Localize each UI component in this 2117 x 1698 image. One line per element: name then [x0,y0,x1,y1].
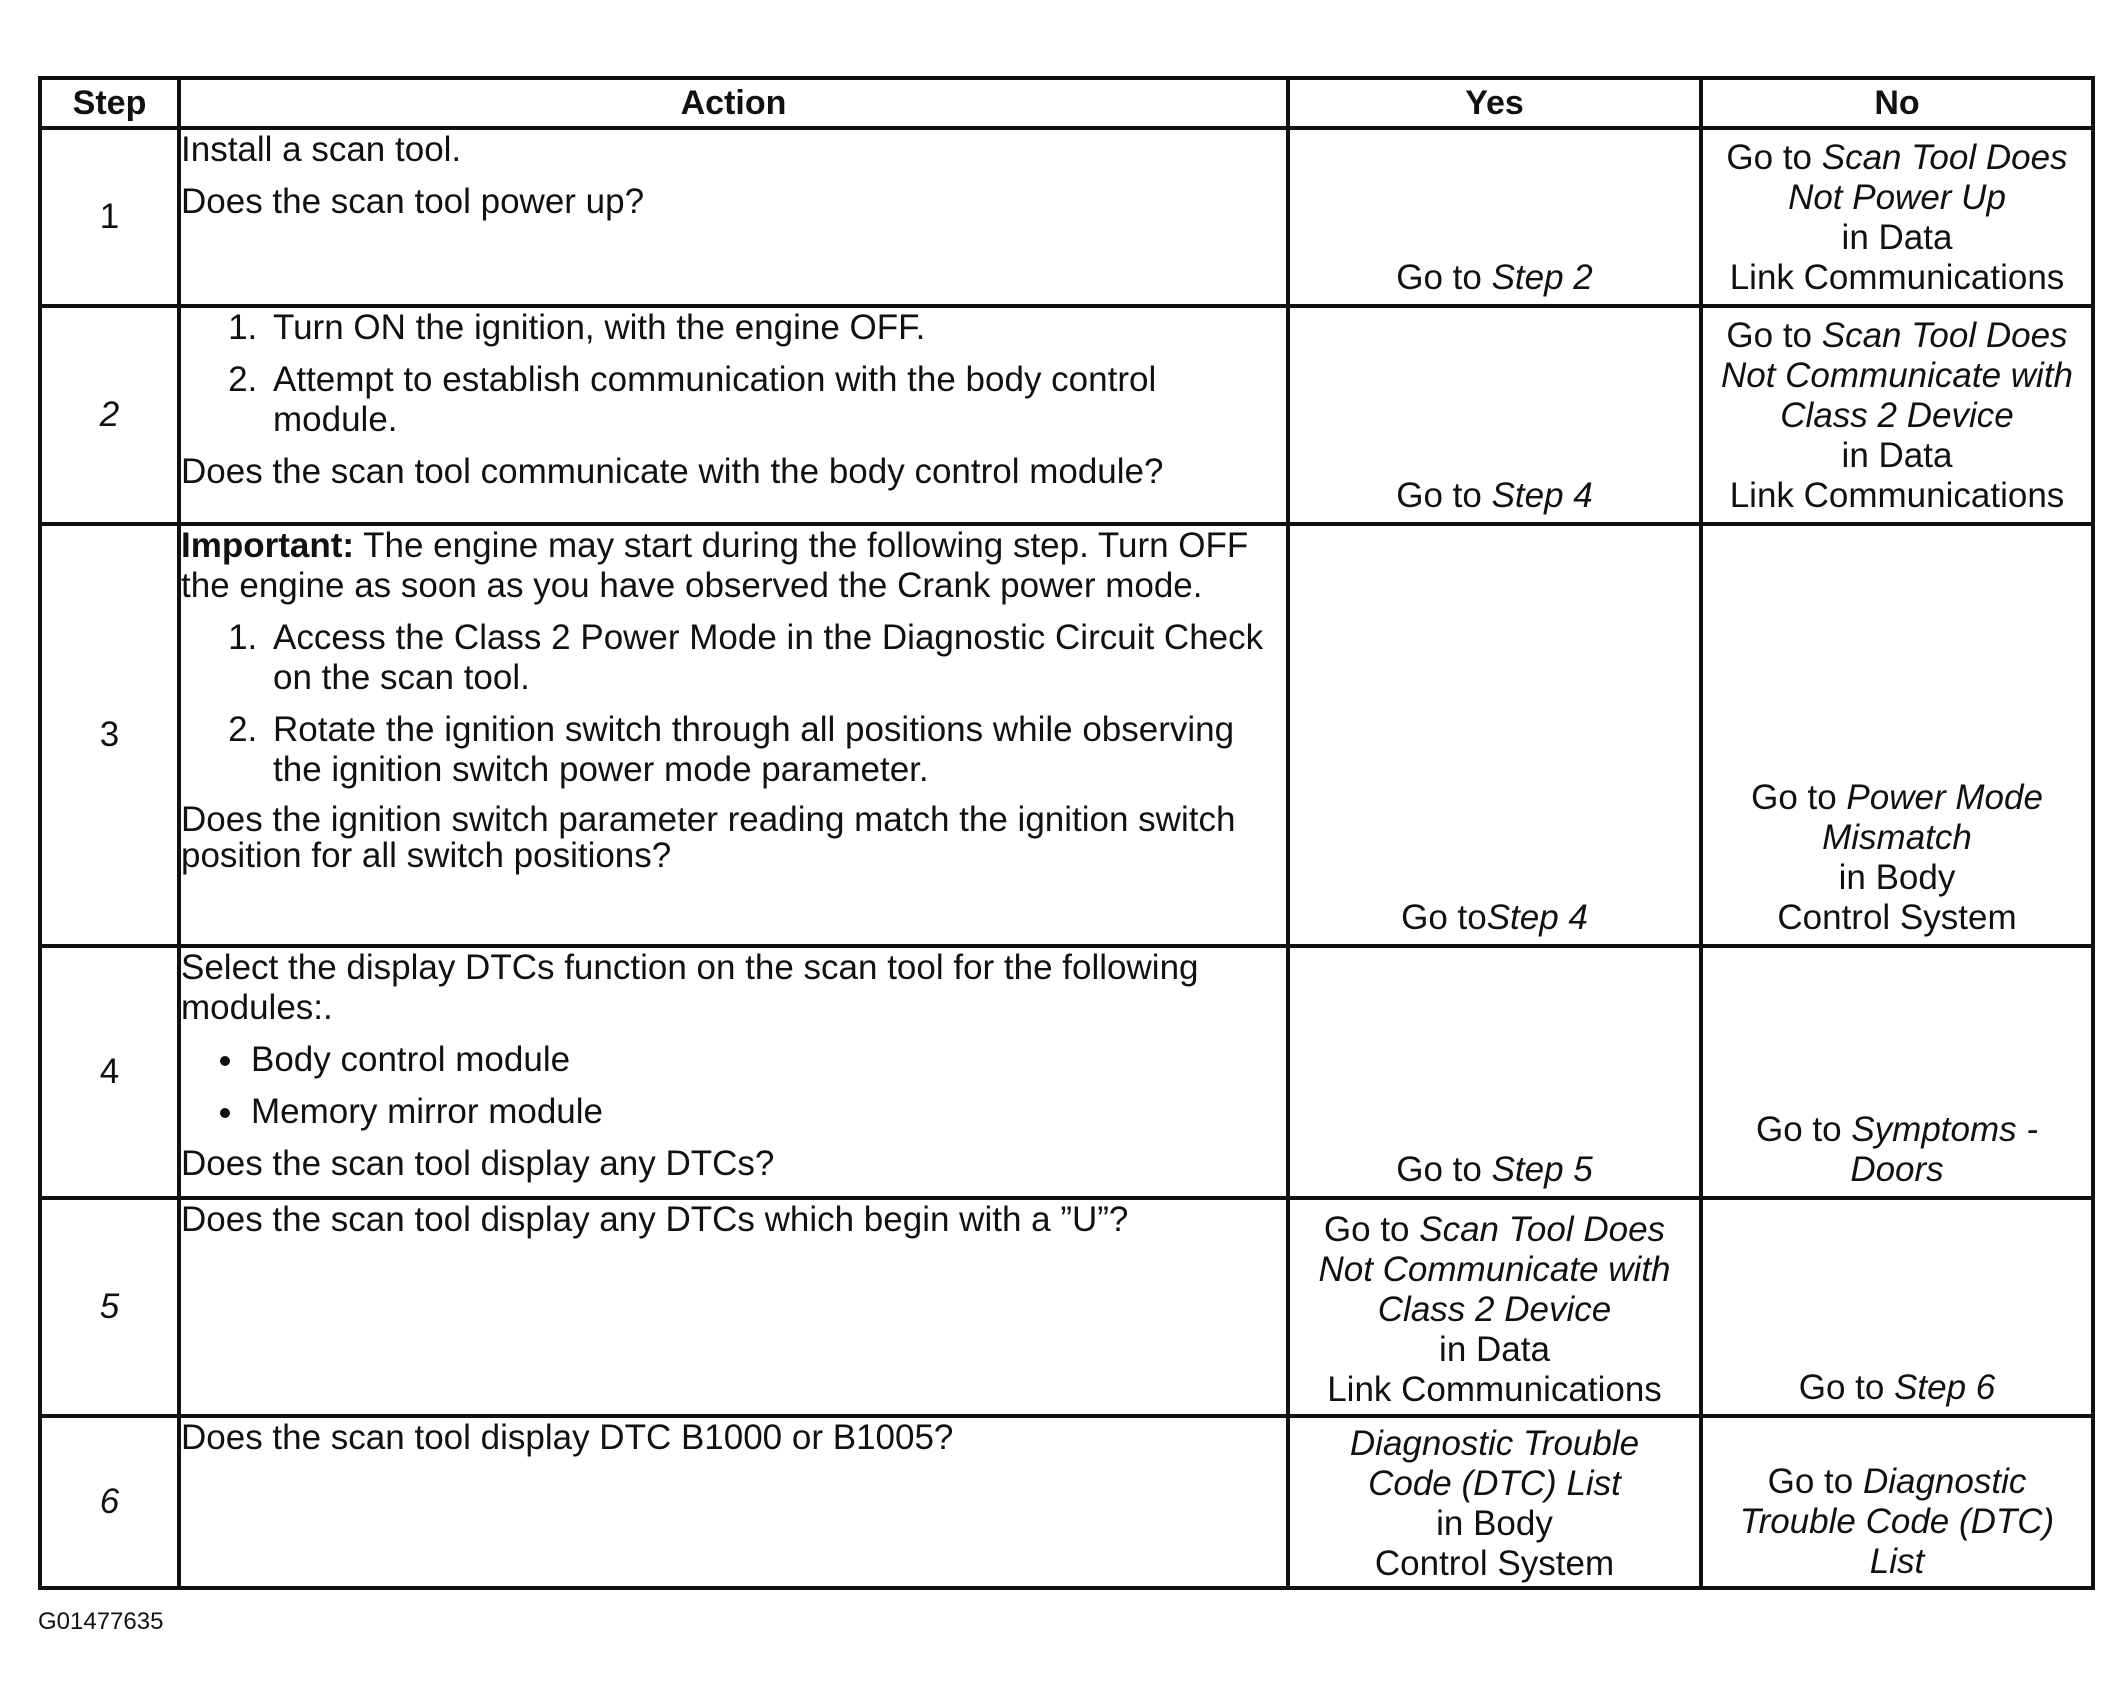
yes-cell [1288,1416,1701,1588]
no-link[interactable]: Doors [1850,1150,1944,1189]
no-prefix: Go to [1726,138,1822,177]
yes-cell [1288,946,1701,1198]
action-line: Install a scan tool. [181,130,462,169]
action-cell [179,1198,1288,1416]
action-cell [179,946,1288,1198]
no-link[interactable]: Scan Tool Does [1821,316,2068,355]
yes-cell [1288,524,1701,946]
no-suffix: Link Communications [1729,258,2065,297]
important-text: The engine may start during the following step. Turn OFF the engine as soon as you have observed the Crank power mode. [181,526,1249,605]
action-question: Does the ignition switch parameter reading match the ignition switch position for all switch positions? [181,800,1236,875]
step-number: 3 [40,524,179,946]
no-prefix: Go to [1755,1110,1852,1149]
action-cell [179,306,1288,524]
no-link[interactable]: Power Mode [1846,778,2043,817]
no-link[interactable]: Not Communicate with [1720,356,2074,395]
action-question: Does the scan tool display DTC B1000 or B1005? [181,1418,954,1457]
no-cell [1701,946,2093,1198]
action-cell [179,1416,1288,1588]
yes-suffix: in Data [1439,1330,1550,1369]
yes-step-link[interactable]: Step 2 [1491,258,1593,297]
yes-link[interactable]: Scan Tool Does [1419,1210,1666,1249]
action-steps [181,618,1286,790]
no-cell [1701,1416,2093,1588]
yes-prefix: Go to [1396,258,1492,297]
yes-suffix: Control System [1374,1544,1615,1583]
yes-prefix: Go to [1323,1210,1420,1249]
no-step-link[interactable]: Step 6 [1894,1368,1996,1407]
table-row [40,1198,2093,1416]
bullet-item: • Body control module [247,1040,1286,1080]
action-steps [181,308,1286,440]
action-step: 1. Turn ON the ignition, with the engine OFF. [267,308,1286,348]
action-question: Does the scan tool communicate with the body control module? [181,452,1164,491]
yes-link[interactable]: Not Communicate with [1318,1250,1671,1289]
table-row [40,946,2093,1198]
header-yes: Yes [1288,78,1701,128]
action-step: 2. Attempt to establish communication with the body control module. [267,360,1286,440]
step-number: 4 [40,946,179,1198]
action-question: Does the scan tool display any DTCs which begin with a ”U”? [181,1200,1129,1239]
figure-id: G01477635 [38,1608,164,1635]
yes-suffix: Link Communications [1327,1370,1662,1409]
no-suffix: Control System [1777,898,2017,937]
action-step: 2. Rotate the ignition switch through all positions while observing the ignition switch power mode parameter. [267,710,1286,790]
step-number: 2 [40,306,179,524]
no-suffix: in Body [1838,858,1956,897]
action-step: 1. Access the Class 2 Power Mode in the Diagnostic Circuit Check on the scan tool. [267,618,1286,698]
action-question: Does the scan tool display any DTCs? [181,1144,775,1183]
header-row [40,78,2093,128]
no-link[interactable]: Diagnostic [1862,1462,2027,1501]
action-intro: Select the display DTCs function on the scan tool for the following modules:. [181,948,1199,1027]
yes-step-link[interactable]: Step 4 [1491,476,1593,515]
step-number: 5 [40,1198,179,1416]
no-prefix: Go to [1726,316,1822,355]
no-prefix: Go to [1751,778,1847,817]
yes-suffix: in Body [1436,1504,1553,1543]
no-suffix: in Data [1841,218,1953,257]
table-row [40,524,2093,946]
no-prefix: Go to [1798,1368,1895,1407]
no-suffix: Link Communications [1729,476,2065,515]
no-cell [1701,306,2093,524]
yes-prefix: Go to [1401,898,1487,937]
yes-cell [1288,128,1701,306]
header-action: Action [179,78,1288,128]
no-link[interactable]: Class 2 Device [1780,396,2014,435]
no-link[interactable]: Symptoms - [1851,1110,2039,1149]
step-number: 1 [40,128,179,306]
yes-link[interactable]: Class 2 Device [1377,1290,1612,1329]
no-cell [1701,524,2093,946]
no-link[interactable]: Not Power Up [1788,178,2006,217]
action-cell [179,524,1288,946]
no-link[interactable]: Scan Tool Does [1821,138,2068,177]
yes-step-link[interactable]: Step 5 [1491,1150,1593,1189]
step-number: 6 [40,1416,179,1588]
header-step: Step [40,78,179,128]
yes-link[interactable]: Code (DTC) List [1368,1464,1621,1503]
no-cell [1701,1198,2093,1416]
yes-step-link[interactable]: Step 4 [1486,898,1588,937]
no-link[interactable]: Trouble Code (DTC) [1739,1502,2055,1541]
yes-cell [1288,1198,1701,1416]
yes-cell [1288,306,1701,524]
important-note [181,526,1286,606]
table-row [40,306,2093,524]
action-cell [179,128,1288,306]
no-suffix: in Data [1841,436,1953,475]
table-row [40,128,2093,306]
yes-prefix: Go to [1396,1150,1492,1189]
no-prefix: Go to [1767,1462,1863,1501]
action-bullets [181,1040,1286,1132]
no-link[interactable]: Mismatch [1822,818,1972,857]
no-cell [1701,128,2093,306]
yes-link[interactable]: Diagnostic Trouble [1349,1424,1640,1463]
action-question: Does the scan tool power up? [181,182,645,221]
bullet-item: • Memory mirror module [247,1092,1286,1132]
diagnostic-table [38,76,2095,1590]
header-no: No [1701,78,2093,128]
no-link[interactable]: List [1869,1542,1925,1581]
yes-prefix: Go to [1396,476,1492,515]
important-label: Important: [181,526,355,565]
table-row [40,1416,2093,1588]
